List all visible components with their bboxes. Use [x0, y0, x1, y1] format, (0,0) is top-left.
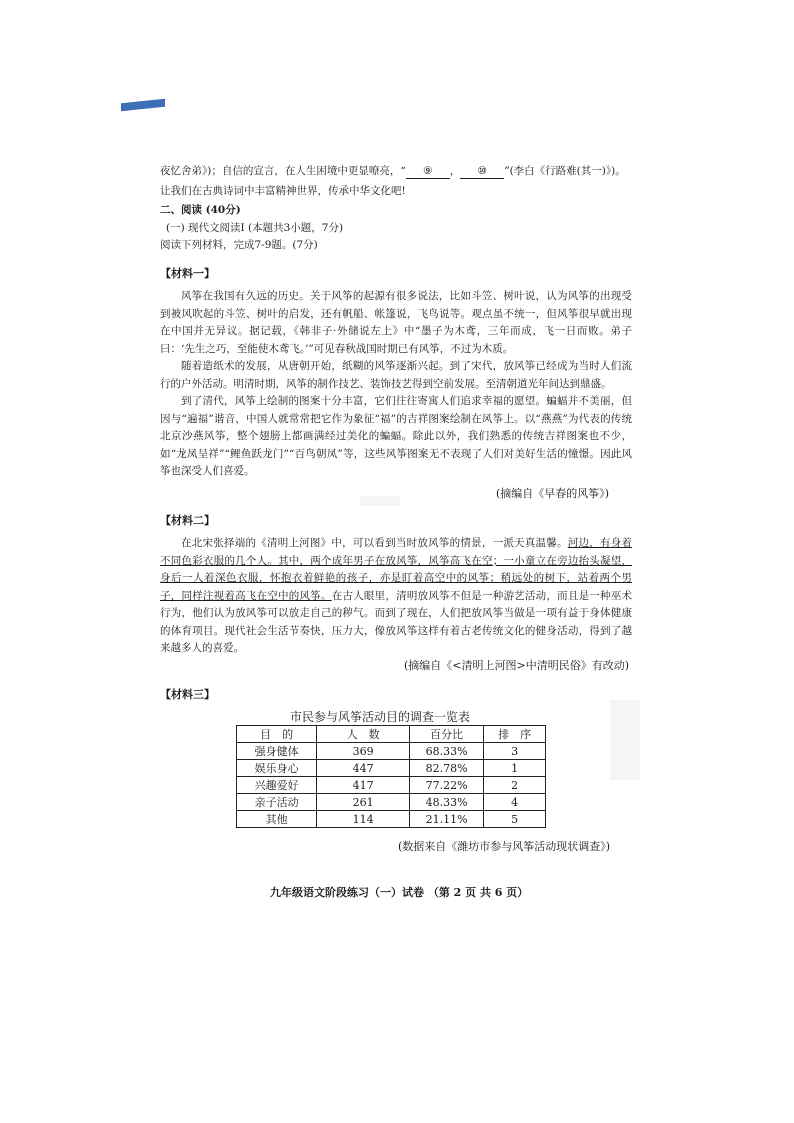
cell-rank: 3: [484, 743, 546, 760]
cell-percent: 48.33%: [410, 794, 484, 811]
table-header-row: [237, 726, 546, 743]
material1-paragraph-2: 随着造纸术的发展，从唐朝开始，纸糊的风筝逐渐兴起。到了宋代，放风筝已经成为当时人们流行的户外活动。明清时期，风筝的制作技艺、装饰技艺得到空前发展。至清朝道光年间达到鼎盛。: [160, 360, 632, 390]
header-count: 人 数: [317, 726, 410, 743]
cell-percent: 82.78%: [410, 760, 484, 777]
cell-count: 261: [317, 794, 410, 811]
intro-line-2: 让我们在古典诗词中丰富精神世界，传承中华文化吧!: [160, 185, 406, 197]
cell-rank: 1: [484, 760, 546, 777]
header-rank: 排 序: [484, 726, 546, 743]
intro-line-1: 夜忆舍弟》)；自信的宣言，在人生困境中更显嘹亮，“ ⑨ ， ⑩ ”(李白《行路难(其一)》)。: [160, 165, 626, 177]
cell-purpose: 亲子活动: [237, 794, 317, 811]
bleed-through-smudge: [610, 700, 640, 780]
material1-label: 【材料一】: [160, 267, 215, 280]
cell-rank: 5: [484, 811, 546, 828]
cell-percent: 77.22%: [410, 777, 484, 794]
cell-rank: 4: [484, 794, 546, 811]
survey-table: [236, 725, 546, 828]
cell-count: 447: [317, 760, 410, 777]
cell-count: 417: [317, 777, 410, 794]
underlined-passage: 河边，有身着不同色彩衣服的几个人。其中，两个成年男子在放风筝，风筝高飞在空；一小童立在旁边抬头凝望，身后一人着深色衣服，怀抱衣着鲜艳的孩子，亦是盯着高空中的风筝；稍远处的树下，站着两个男子，同样注视着高飞在空中的风筝。: [160, 537, 633, 602]
table-row: [237, 777, 546, 794]
table-row: [237, 743, 546, 760]
material3-source: (数据来自《潍坊市参与风筝活动现状调查》): [398, 840, 611, 853]
answer-blank-9: ⑨: [406, 164, 450, 179]
table-caption: 市民参与风筝活动目的调查一览表: [290, 710, 471, 724]
material2-paragraph: 在北宋张择端的《清明上河图》中，可以看到当时放风筝的情景，一派天真温馨。河边，有身着不同色彩衣服的几个人。其中，两个成年男子在放风筝，风筝高飞在空；一小童立在旁边抬头凝望，身后一人着深色衣服，怀抱衣着鲜艳的孩子，亦是盯着高空中的风筝；稍远处的树下，站着两个男子，同样注视着高飞在空中的风筝。在古人眼里，清明放风筝不但是一种游艺活动，而且是一种巫术行为，他们认为放风筝可以放走自己的秽气。而到了现在，人们把放风筝当做是一项有益于身体健康的体育项目。现代社会生活节奏快，压力大，像放风筝这样有着古老传统文化的健身活动，得到了越来越多人的喜爱。: [160, 537, 633, 654]
cell-purpose: 娱乐身心: [237, 760, 317, 777]
cell-count: 369: [317, 743, 410, 760]
section-sub: (一) 现代文阅读I (本题共3小题，7分): [166, 222, 344, 234]
answer-blank-10: ⑩: [460, 164, 504, 179]
cell-purpose: 强身健体: [237, 743, 317, 760]
material1-paragraph-3: 到了清代，风筝上绘制的图案十分丰富，它们往往寄寓人们追求幸福的愿望。蝙蝠并不美丽，但因与“遍福”谐音，中国人就常常把它作为象征“福”的吉祥图案绘制在风筝上。以“燕燕”为代表的传统北京沙燕风筝，整个翅膀上都画满经过美化的蝙蝠。除此以外，我们熟悉的传统吉祥图案也不少，如“龙凤呈祥”“鲤鱼跃龙门”“百鸟朝凤”等，这些风筝图案无不表现了人们对美好生活的憧憬。因此风筝也深受人们喜爱。: [160, 395, 632, 477]
cell-purpose: 其他: [237, 811, 317, 828]
table-row: [237, 811, 546, 828]
header-purpose: 目 的: [237, 726, 317, 743]
cell-percent: 21.11%: [410, 811, 484, 828]
section-title: 二、阅读 (40分): [160, 204, 241, 216]
bleed-through-smudge: [360, 496, 400, 506]
material1-source: (摘编自《早春的风筝》): [496, 487, 610, 500]
table-row: [237, 760, 546, 777]
cell-percent: 68.33%: [410, 743, 484, 760]
material1-paragraph-1: 风筝在我国有久远的历史。关于风筝的起源有很多说法，比如斗笠、树叶说，认为风筝的出现受到被风吹起的斗笠、树叶的启发，还有帆船、帐篷说，飞鸟说等。观点虽不统一，但风筝很早就出现在中国并无异议。据记载，《韩非子·外储说左上》中“墨子为木鸢，三年而成，飞一日而败。弟子曰：‘先生之巧，至能使木鸢飞。’”可见春秋战国时期已有风筝，不过为木质。: [160, 290, 632, 355]
blue-corner-mark: [121, 99, 165, 112]
section-instruction: 阅读下列材料，完成7-9题。(7分): [160, 239, 318, 251]
material2-source: (摘编自《<清明上河图>中清明民俗》有改动): [404, 659, 630, 672]
cell-rank: 2: [484, 777, 546, 794]
material3-label: 【材料三】: [160, 688, 215, 701]
material2-label: 【材料二】: [160, 514, 215, 527]
cell-count: 114: [317, 811, 410, 828]
table-row: [237, 794, 546, 811]
page-footer: 九年级语文阶段练习（一）试卷 （第 2 页 共 6 页）: [270, 886, 529, 899]
header-percent: 百分比: [410, 726, 484, 743]
cell-purpose: 兴趣爱好: [237, 777, 317, 794]
